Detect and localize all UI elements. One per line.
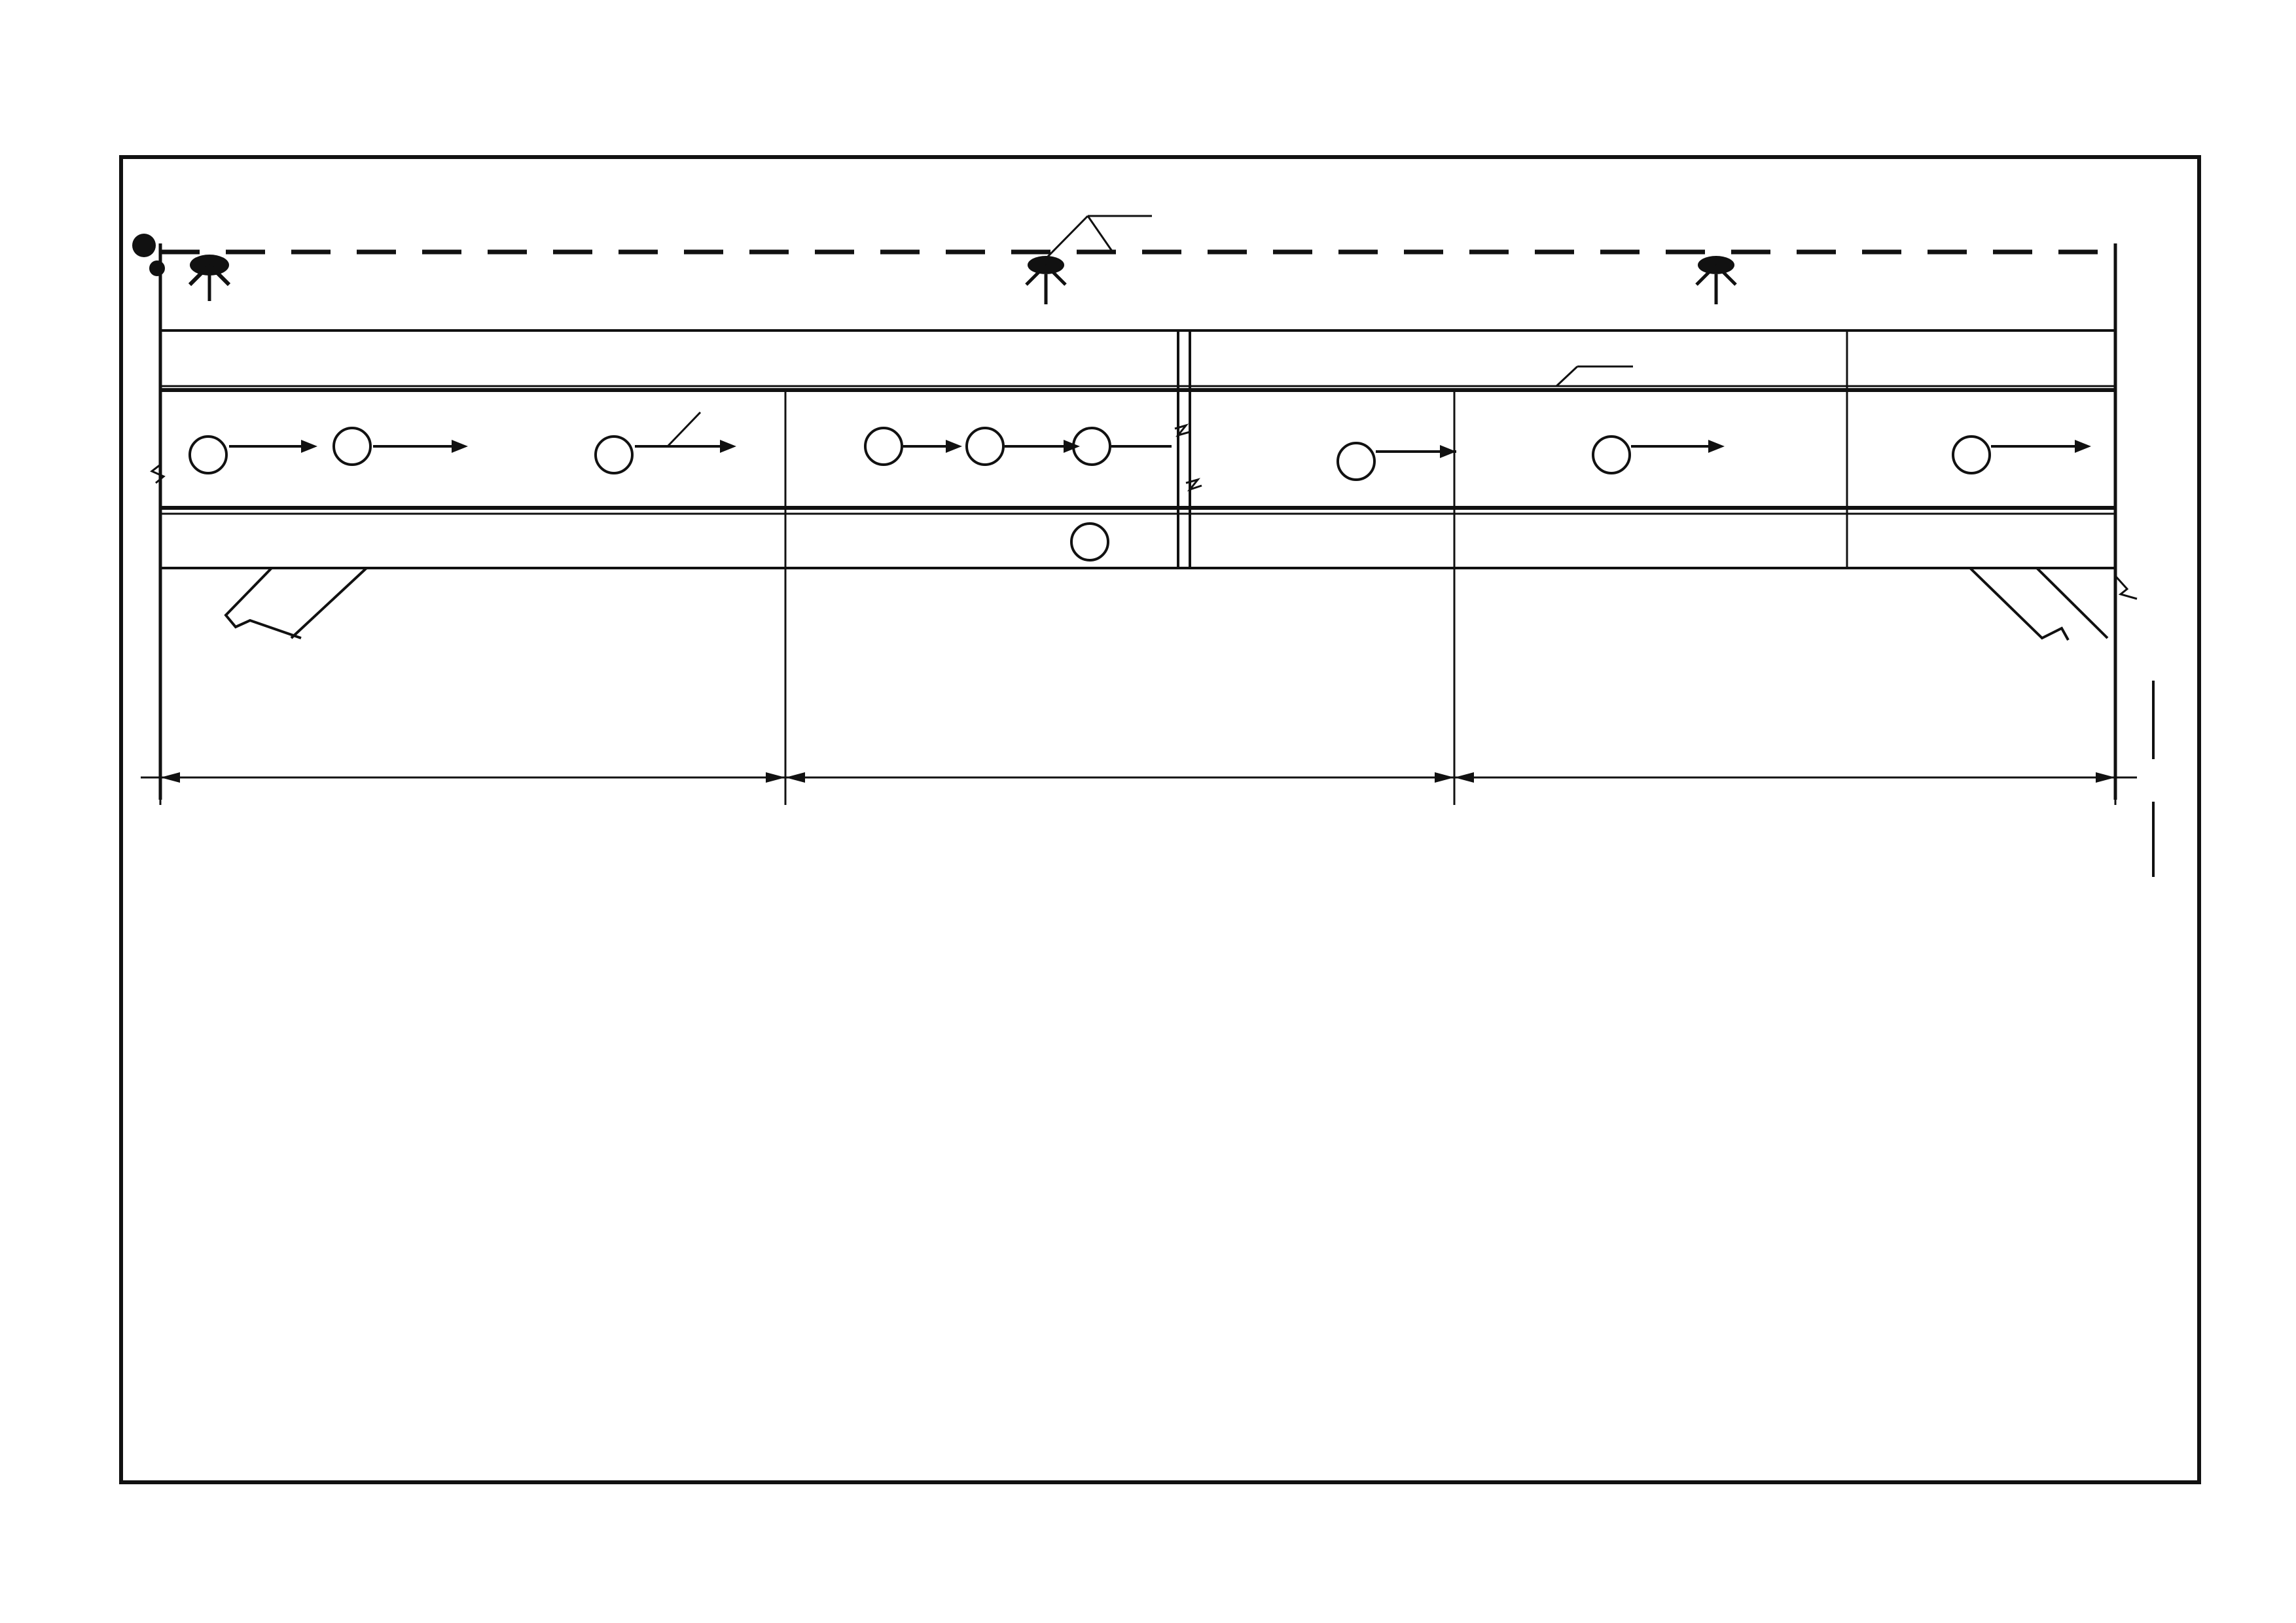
sheet-frame (121, 157, 2199, 1482)
dimension-lines (141, 507, 2137, 805)
road-plan (132, 216, 2137, 800)
left-ramp (226, 568, 301, 638)
page-number (2114, 681, 2219, 877)
machine-2 (1593, 437, 1725, 473)
machine-1 (1953, 437, 2091, 473)
machine-3 (1338, 443, 1456, 480)
machine-6 (865, 428, 962, 465)
right-ramp (1970, 568, 2068, 640)
machine-7 (1071, 524, 1108, 560)
lep-lamp-icon (1696, 256, 1736, 304)
machine-5 (967, 428, 1080, 465)
lep-lamp-icon (132, 234, 229, 301)
machine-8 (596, 412, 736, 473)
machine-9 (334, 428, 468, 465)
sheet-code (2114, 236, 2271, 524)
machine-10 (190, 437, 317, 473)
machine-4 (1073, 428, 1172, 465)
lep-lamp-icon (1026, 256, 1066, 304)
